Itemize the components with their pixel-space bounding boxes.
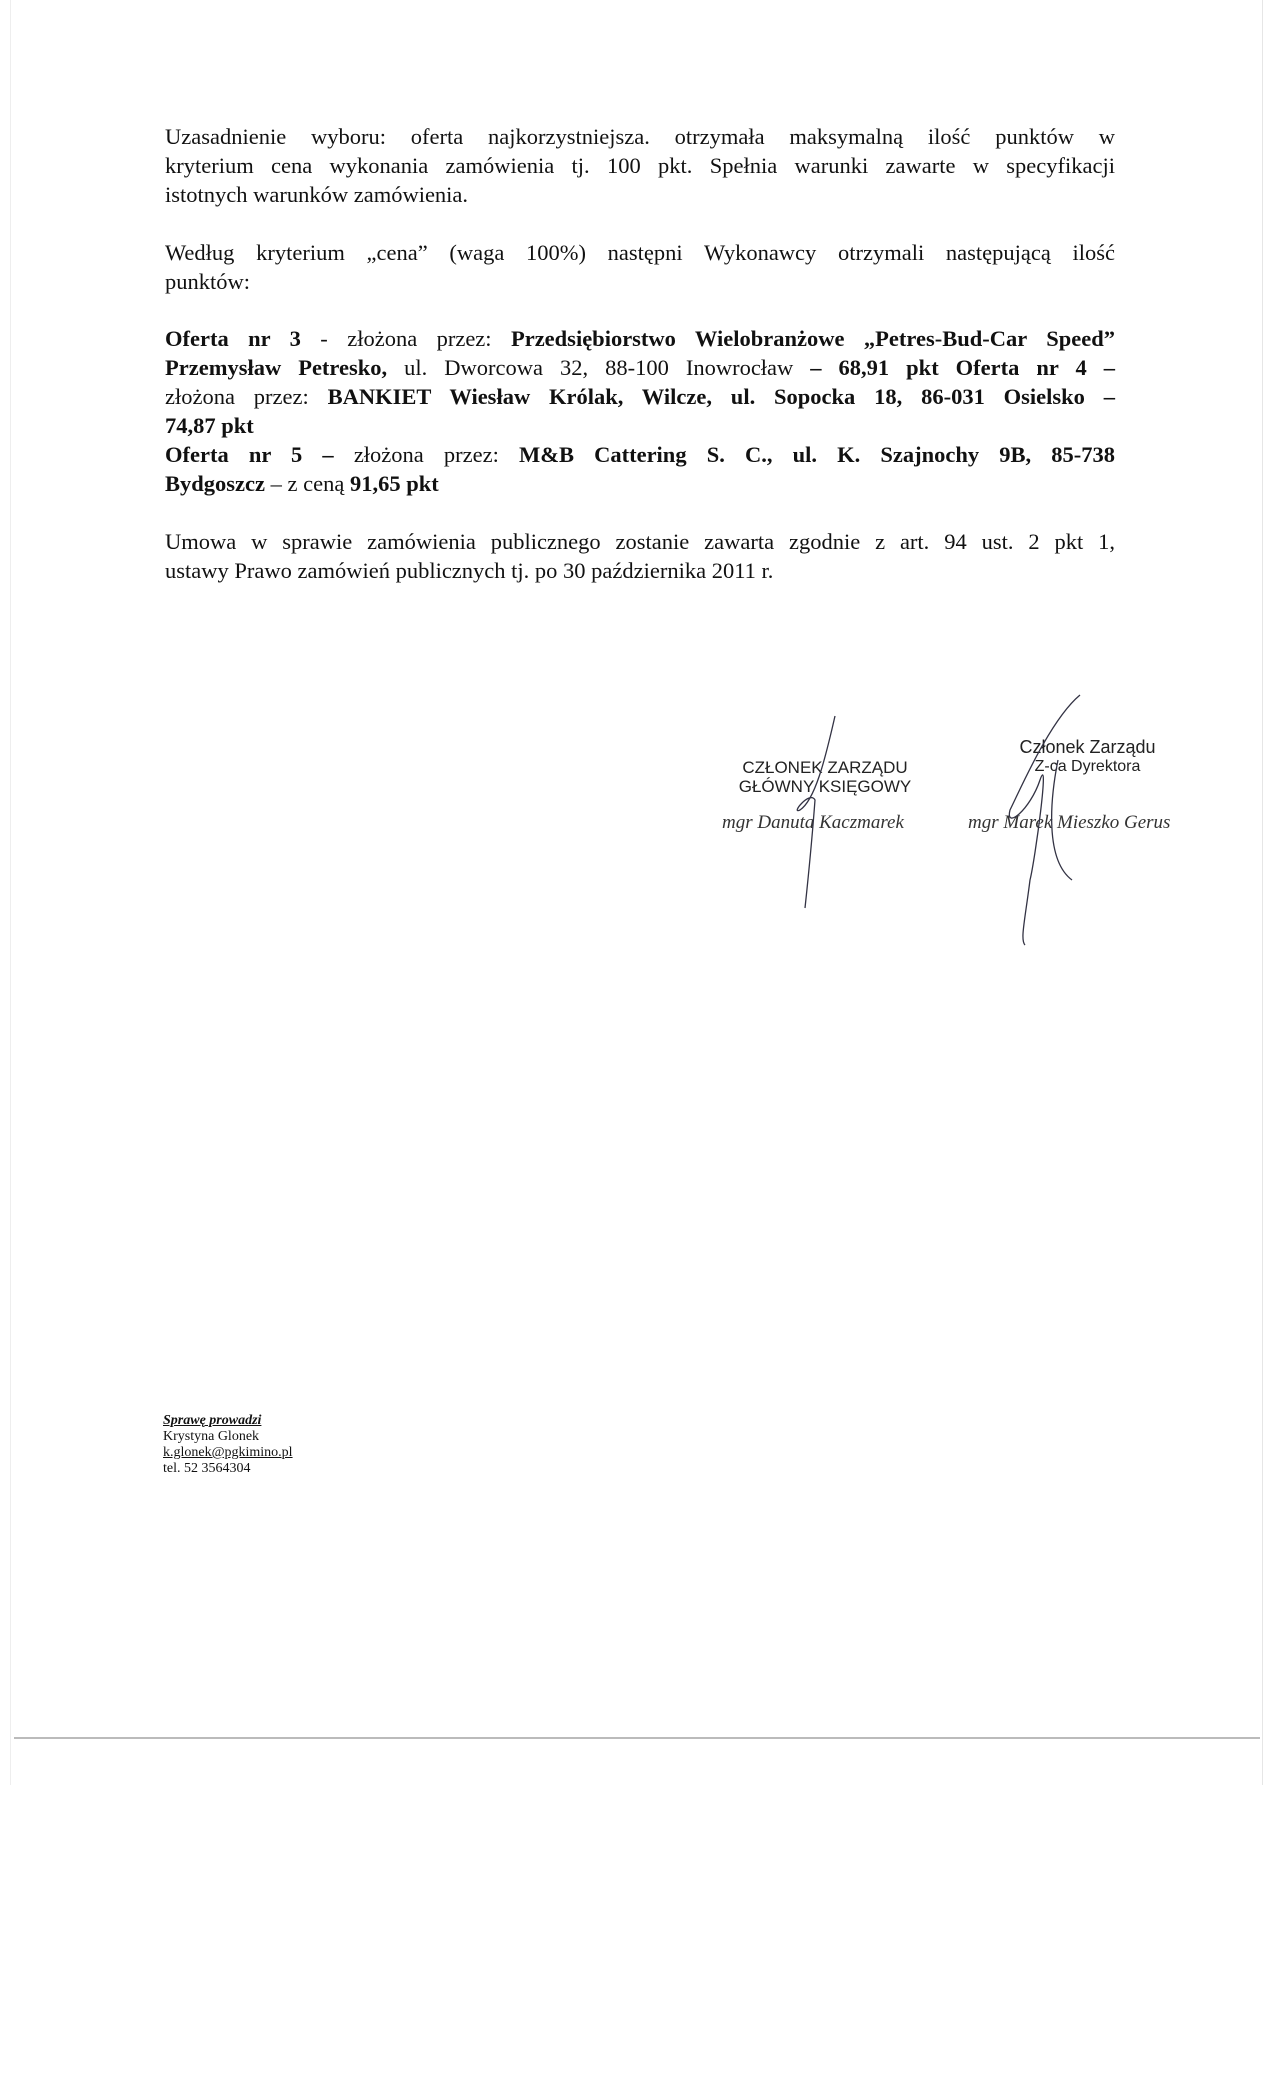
company-name: BANKIET Wiesław Królak, Wilcze, ul. Sopocka 18, 86-031 Osielsko –	[327, 384, 1115, 409]
company-name: Przedsiębiorstwo Wielobranżowe „Petres-Bud-Car Speed”	[510, 326, 1115, 351]
stamp-line: Z-ca Dyrektora	[1034, 758, 1141, 775]
text-line: ustawy Prawo zamówień publicznych tj. po 30 października 2011 r.	[165, 558, 774, 583]
stamp-line: CZŁONEK ZARZĄDU	[742, 758, 908, 777]
address: ul. Dworcowa 32, 88-100 Inowrocław	[387, 355, 811, 380]
case-handler-email[interactable]: k.glonek@pgkimino.pl	[163, 1445, 293, 1460]
stamp-line: Członek Zarządu	[1019, 737, 1156, 757]
owner-name: Przemysław Petresko,	[165, 355, 388, 380]
text-line: kryterium cena wykonania zamówienia tj. 100 pkt. Spełnia warunki zawarte w specyfikacji	[165, 153, 1115, 178]
page-bottom-edge	[14, 1737, 1260, 1739]
text-line: punktów:	[165, 269, 251, 294]
signature-left	[797, 716, 835, 908]
text: - złożona przez:	[300, 326, 511, 351]
offer-label: Oferta nr 3	[165, 326, 301, 351]
case-handler-block	[163, 1413, 293, 1477]
text-line: Uzasadnienie wyboru: oferta najkorzystniejsza. otrzymała maksymalną ilość punktów w	[165, 124, 1115, 149]
case-handler-phone: tel. 52 3564304	[163, 1461, 251, 1476]
handwritten-signatures	[0, 0, 1275, 1000]
offer-label: Oferta nr 5 –	[165, 442, 334, 467]
city: Bydgoszcz	[165, 471, 265, 496]
text-line: istotnych warunków zamówienia.	[165, 182, 469, 207]
stamp-line: GŁÓWNY KSIĘGOWY	[738, 777, 912, 796]
case-handler-name: Krystyna Glonek	[163, 1429, 260, 1444]
signatory-name: mgr Marek Mieszko Gerus	[968, 812, 1171, 833]
text-line: Według kryterium „cena” (waga 100%) następni Wykonawcy otrzymali następującą ilość	[165, 240, 1115, 265]
signatory-name: mgr Danuta Kaczmarek	[722, 812, 904, 833]
points: 91,65 pkt	[349, 471, 439, 496]
points: 74,87 pkt	[165, 413, 254, 438]
company-name: M&B Cattering S. C., ul. K. Szajnochy 9B, 85-738	[518, 442, 1115, 467]
case-handler-heading: Sprawę prowadzi	[163, 1413, 262, 1428]
signature-right	[1009, 695, 1080, 945]
offer-label: Oferta nr 4 –	[938, 355, 1115, 380]
text: złożona przez:	[333, 442, 519, 467]
text-line: Umowa w sprawie zamówienia publicznego zostanie zawarta zgodnie z art. 94 ust. 2 pkt 1,	[165, 529, 1115, 554]
text: złożona przez:	[165, 384, 328, 409]
points: – 68,91 pkt	[810, 355, 939, 380]
text: – z ceną	[265, 471, 350, 496]
